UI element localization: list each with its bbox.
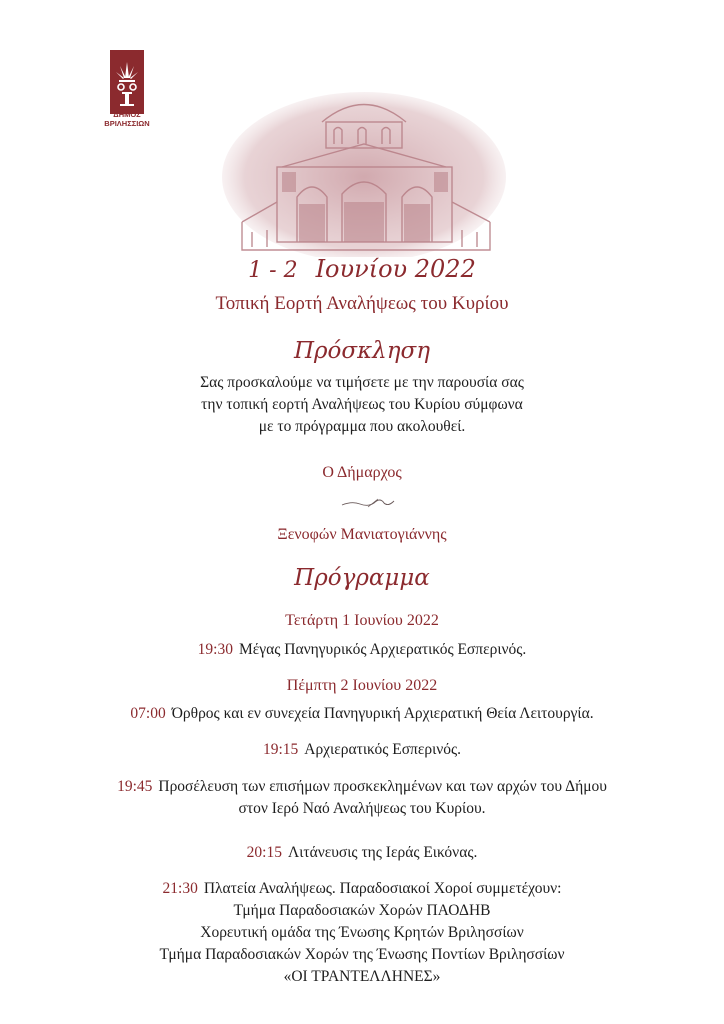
event-description: Προσέλευση των επισήμων προσκεκλημένων και των αρχών του Δήμου xyxy=(158,778,607,795)
church-icon xyxy=(222,82,507,257)
program-event xyxy=(0,842,724,864)
signature-icon xyxy=(338,491,398,513)
program-event xyxy=(0,878,724,988)
logo-text-line2: ΒΡΙΛΗΣΣΙΩΝ xyxy=(104,119,150,128)
event-time: 20:15 xyxy=(246,844,282,861)
mayor-title: Ο Δήμαρχος xyxy=(322,464,402,481)
page-title: Τοπική Εορτή Αναλήψεως του Κυρίου xyxy=(215,293,509,314)
church-illustration xyxy=(222,82,507,257)
event-time: 19:45 xyxy=(117,778,153,795)
program-event xyxy=(0,703,724,725)
event-description: Όρθρος και εν συνεχεία Πανηγυρική Αρχιερατική Θεία Λειτουργία. xyxy=(171,705,594,722)
invitation-line: Σας προσκαλούμε να τιμήσετε με την παρουσία σας xyxy=(200,374,524,391)
program-event xyxy=(0,776,724,820)
event-description: Πλατεία Αναλήψεως. Παραδοσιακοί Χοροί συμμετέχουν: xyxy=(203,880,562,897)
invitation-text xyxy=(0,372,724,438)
event-time: 19:15 xyxy=(262,741,299,758)
event-description: Τμήμα Παραδοσιακών Χορών της Ένωσης Ποντίων Βριλησσίων xyxy=(159,946,565,963)
event-time: 19:30 xyxy=(197,641,233,658)
mayor-signature xyxy=(338,491,398,513)
event-description: Χορευτική ομάδα της Ένωσης Κρητών Βριλησσίων xyxy=(200,924,524,941)
date-days: 1 - 2 xyxy=(248,258,298,283)
program-event xyxy=(0,739,724,761)
event-description: Αρχιερατικός Εσπερινός. xyxy=(304,741,462,758)
program-day-date: Τετάρτη 1 Ιουνίου 2022 xyxy=(285,612,439,629)
event-dates xyxy=(0,255,724,283)
event-description: Μέγας Πανηγυρικός Αρχιερατικός Εσπερινός. xyxy=(238,641,527,658)
invitation-line: με το πρόγραμμα που ακολουθεί. xyxy=(258,418,466,435)
event-description: στον Ιερό Ναό Αναλήψεως του Κυρίου. xyxy=(238,800,486,817)
program-heading: Πρόγραμμα xyxy=(294,565,430,591)
program-event xyxy=(0,639,724,661)
event-description: Λιτάνευσις της Ιεράς Εικόνας. xyxy=(287,844,478,861)
invitation-heading: Πρόσκληση xyxy=(293,338,431,364)
mayor-name: Ξενοφών Μανιατογιάννης xyxy=(277,526,447,543)
event-time: 21:30 xyxy=(162,880,198,897)
program-day-date: Πέμπτη 2 Ιουνίου 2022 xyxy=(286,677,438,694)
municipality-logo xyxy=(104,50,150,140)
date-month-year: Ιουνίου 2022 xyxy=(315,255,476,283)
invitation-line: την τοπική εορτή Αναλήψεως του Κυρίου σύμφωνα xyxy=(201,396,523,413)
event-time: 07:00 xyxy=(130,705,166,722)
logo-text-line1: ΔΗΜΟΣ xyxy=(113,110,141,119)
event-description: «ΟΙ ΤΡΑΝΤΕΛΛΗΝΕΣ» xyxy=(283,968,441,985)
event-description: Τμήμα Παραδοσιακών Χορών ΠΑΟΔΗΒ xyxy=(233,902,491,919)
